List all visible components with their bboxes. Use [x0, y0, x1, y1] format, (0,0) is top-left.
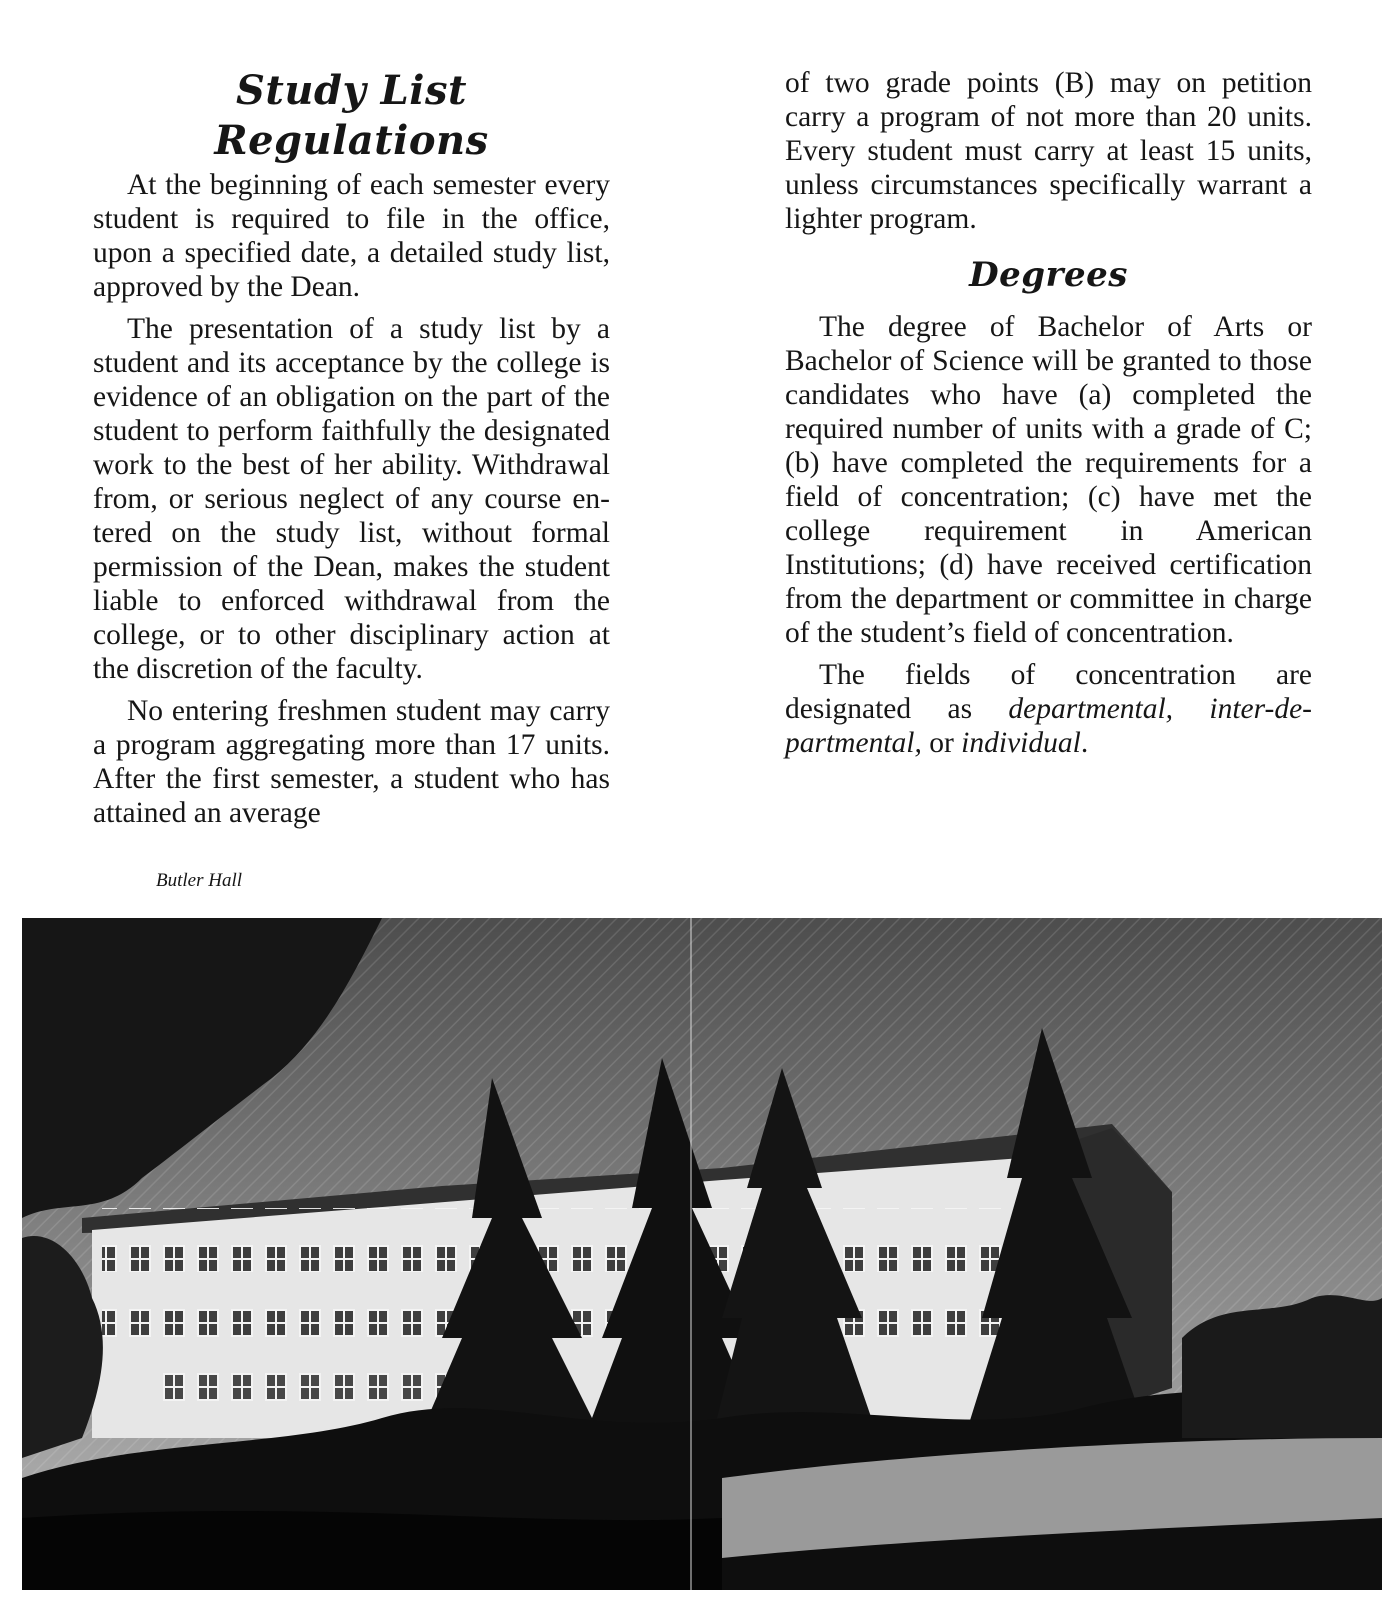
field-term-individual: individual — [961, 727, 1081, 759]
paragraph-degree-requirements: The degree of Bachelor of Arts or Bachelor of Science will be granted to those candidates who have (a) completed the required number of units with a grade of C; (b) have completed the requirements for a field of concentration; (c) have met the college requirement in American Institutions; (d) have received certification from the department or committee in charge of the student’s field of concentration. — [785, 311, 1312, 649]
fields-end: . — [1080, 727, 1089, 759]
fields-joiner: or — [929, 727, 954, 759]
degrees-heading: Degrees — [969, 255, 1128, 295]
paragraph-fields-of-concentration — [785, 658, 1312, 760]
fields-intro: The fields of concentration are designated as — [785, 659, 1312, 725]
photo-caption: Butler Hall — [156, 870, 243, 891]
right-column — [785, 66, 1312, 768]
study-list-regulations-heading: Study List Regulations — [214, 67, 489, 164]
building-windows-row3 — [162, 1338, 482, 1402]
paragraph-unit-limits: No entering freshmen student may carry a program aggregating more than 17 units. After the first semester, a student who has attained an average — [93, 695, 610, 829]
paragraph-study-list-obligation: The presentation of a study list by a student and its acceptance by the college is evidence of an obligation on the part of the student to perform faithfully the designated work to the best of her ability. Withdrawal from, or serious neglect of any course entered on the study list, without formal permission of the Dean, makes the student liable to enforced withdrawal from the college, or to other disciplinary action at the discretion of the faculty. — [93, 313, 610, 685]
butler-hall-photo — [22, 918, 1382, 1590]
left-column — [93, 66, 610, 838]
building-windows-row1 — [102, 1208, 1022, 1272]
field-term-departmental: departmental, inter-departmental, — [785, 693, 1312, 759]
butler-hall-illustration — [22, 918, 1382, 1590]
paragraph-study-list-filing: At the beginning of each semester every student is required to file in the office, upon a specified date, a detailed study list, approved by the Dean. — [93, 169, 610, 303]
fold-line — [690, 918, 692, 1590]
road-shadow — [22, 1511, 722, 1590]
paragraph-unit-limits-continued: of two grade points (B) may on petition carry a program of not more than 20 units. Every student must carry at least 15 units, unless circumstances specifically warrant a lighter program. — [785, 67, 1312, 235]
